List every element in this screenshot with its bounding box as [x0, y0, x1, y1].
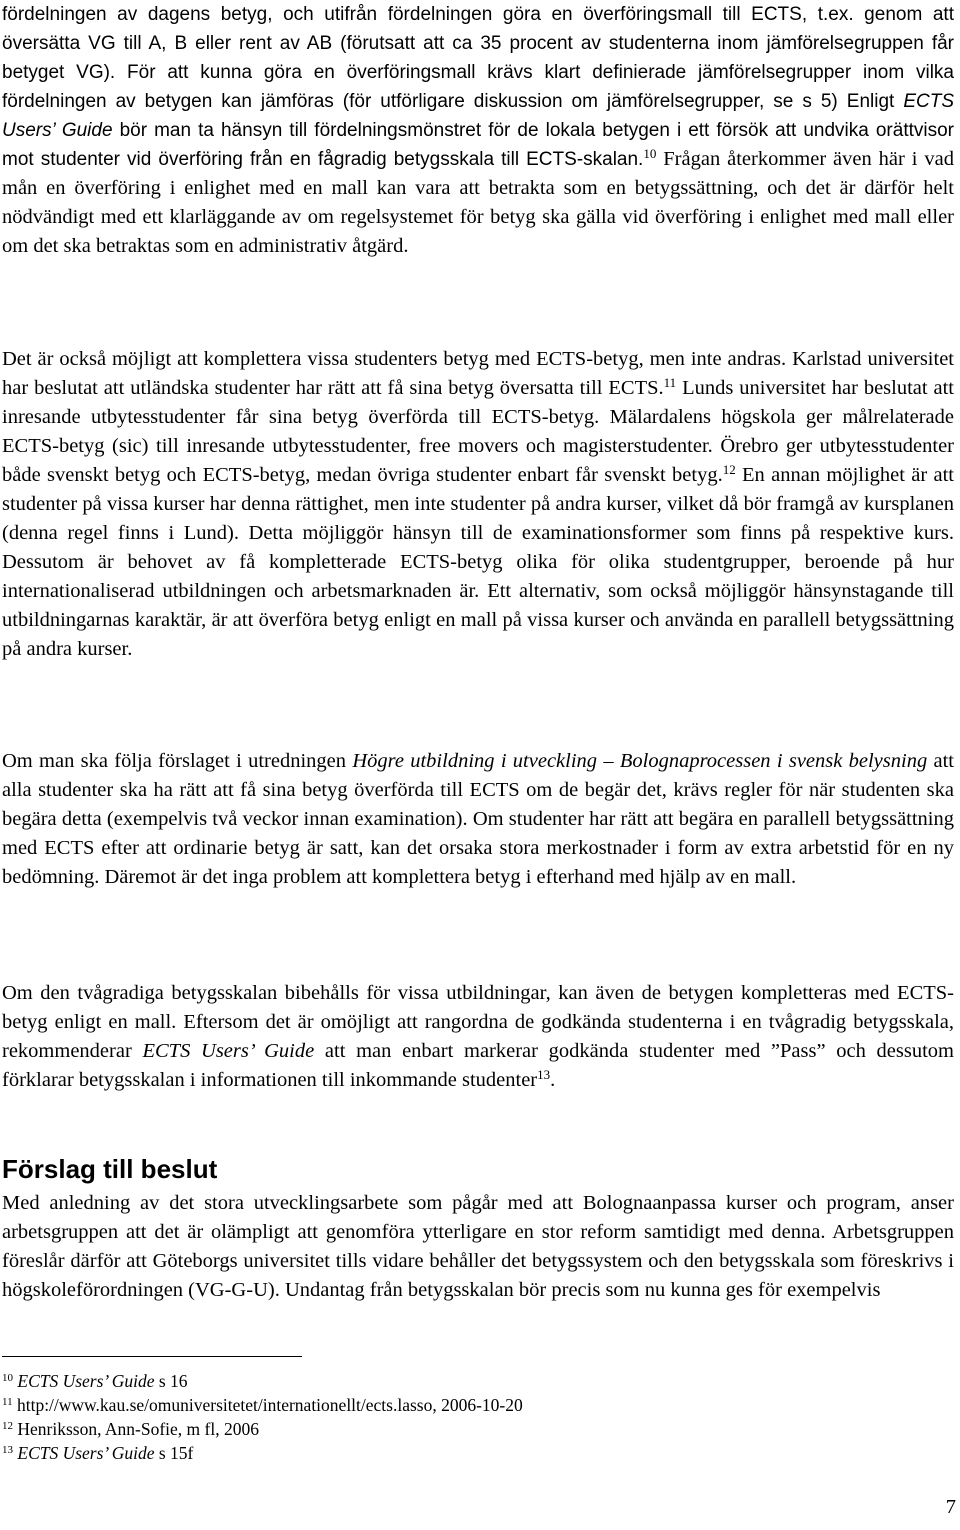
- paragraph-1-text-c: Frågan återkommer även här i vad mån en överföring i enlighet med en mall kan vara att betrakta som en betygssättning, och det är därför helt nödvändigt med ett klarläggande av om regelsystemet för betyg ska gälla vid överföring i enlighet med mall eller om det ska betraktas som en administrativ åtgärd.: [2, 148, 954, 257]
- paragraph-4-text-a: Om den tvågradiga betygsskalan bibehålls för vissa utbildningar, kan även de betygen kompletteras med ECTS-betyg enligt en mall. Eftersom det är omöjligt att rangordna de godkända studenterna i en tvågradig betygsskala, rekommenderar: [2, 982, 954, 1062]
- footnote-ref-13[interactable]: 13: [537, 1067, 551, 1082]
- paragraph-4: [2, 979, 954, 1095]
- footnote-12-number: 12: [2, 1420, 13, 1432]
- paragraph-3-text-b: att alla studenter ska ha rätt att få sina betyg överförda till ECTS om de begär det, krävs regler för när studenten ska begära detta (exempelvis två veckor innan examination). Om studenter har rätt att begära en parallell betygssättning med ECTS efter att ordinarie betyg är satt, kan det orsaka stora merkostnader i form av extra arbetstid för en ny bedömning. Däremot är det inga problem att komplettera betyg i efterhand med hjälp av en mall.: [2, 750, 954, 888]
- footnote-11-number: 11: [2, 1396, 13, 1408]
- paragraph-2-text-a: Det är också möjligt att komplettera vissa studenters betyg med ECTS-betyg, men inte andras. Karlstad universitet har beslutat att utländska studenter har rätt att få sina betyg översatta till ECTS.: [2, 348, 954, 399]
- paragraph-3-text-a: Om man ska följa förslaget i utredningen: [2, 750, 353, 772]
- footnote-ref-10[interactable]: 10: [643, 146, 657, 161]
- paragraph-4-text-c: .: [550, 1069, 556, 1091]
- footnote-separator: [2, 1356, 302, 1357]
- footnote-10-number: 10: [2, 1372, 13, 1384]
- paragraph-1: [2, 0, 954, 261]
- footnote-10-text: s 16: [154, 1371, 188, 1391]
- footnote-12-text: Henriksson, Ann-Sofie, m fl, 2006: [17, 1419, 259, 1439]
- paragraph-4-text-b: att man enbart markerar godkända studenter med ”Pass” och dessutom förklarar betygsskalan i informationen till inkommande studenter: [2, 1040, 954, 1091]
- footnote-12: [2, 1418, 259, 1440]
- footnote-13: [2, 1442, 193, 1464]
- section-heading: Förslag till beslut: [2, 1154, 218, 1184]
- paragraph-2-text-b: Lunds universitet har beslutat att inresande utbytesstudenter får sina betyg överförda till ECTS-betyg. Mälardalens högskola ger målrelaterade ECTS-betyg (sic) till inresande utbytesstudenter, free movers och magisterstudenter. Örebro ger utbytesstudenter både svenskt betyg och ECTS-betyg, medan övriga studenter enbart får svenskt betyg.: [2, 377, 954, 486]
- paragraph-3-citation: Högre utbildning i utveckling – Bolognaprocessen i svensk belysning: [352, 750, 928, 772]
- footnote-ref-11[interactable]: 11: [663, 375, 677, 390]
- paragraph-2-text-c: En annan möjlighet är att studenter på vissa kurser har denna rättighet, men inte studenter på andra kurser, vilket då bör framgå av kursplanen (denna regel finns i Lund). Detta möjliggör hänsyn till de examinationsformer som finns på respektive kurs. Dessutom är behovet av få kompletterade ECTS-betyg olika för olika studentgrupper, beroende på hur internationaliserad utbildningen och arbetsmarknaden är. Ett alternativ, som också möjliggör hänsynstagande till utbildningarnas karaktär, är att överföra betyg enligt en mall på vissa kurser och använda en parallell betygssättning på andra kurser.: [2, 464, 954, 660]
- paragraph-5: [2, 1189, 954, 1305]
- footnote-13-text: s 15f: [154, 1443, 194, 1463]
- paragraph-1-text-a: fördelningen av dagens betyg, och utifrån fördelningen göra en överföringsmall till ECTS, t.ex. genom att översätta VG till A, B eller rent av AB (förutsatt att ca 35 procent av studenterna inom jämförelsegruppen får betyget VG). För att kunna göra en överföringsmall krävs klart definierade jämförelsegrupper inom vilka fördelningen av betygen kan jämföras (för utförligare diskussion om jämförelsegrupper, se s 5) Enligt: [2, 4, 954, 112]
- footnote-11: [2, 1394, 523, 1416]
- footnote-10-citation: ECTS Users’ Guide: [17, 1371, 155, 1391]
- page-number: 7: [945, 1496, 956, 1518]
- footnote-13-number: 13: [2, 1444, 13, 1456]
- paragraph-3: [2, 747, 954, 892]
- paragraph-2: [2, 345, 954, 664]
- footnote-ref-12[interactable]: 12: [722, 462, 736, 477]
- paragraph-1-citation: ECTS Users’ Guide: [2, 91, 954, 141]
- footnote-13-citation: ECTS Users’ Guide: [17, 1443, 155, 1463]
- footnote-11-link[interactable]: http://www.kau.se/omuniversitetet/internationellt/ects.lasso, 2006-10-20: [16, 1395, 523, 1415]
- paragraph-5-text-a: Med anledning av det stora utvecklingsarbete som pågår med att Bolognaanpassa kurser och program, anser arbetsgruppen att det är olämpligt att genomföra ytterligare en stor reform samtidigt med denna. Arbetsgruppen föreslår därför att Göteborgs universitet tills vidare behåller det betygssystem och den betygsskala som föreskrivs i högskoleförordningen (VG-G-U). Undantag från betygsskalan bör precis som nu kunna ges för exempelvis: [2, 1192, 954, 1301]
- paragraph-1-text-b: bör man ta hänsyn till fördelningsmönstret för de lokala betygen i ett försök att undvika orättvisor mot studenter vid överföring från en fågradig betygsskala till ECTS-skalan.: [2, 120, 954, 170]
- footnote-10: [2, 1370, 188, 1392]
- paragraph-4-citation: ECTS Users’ Guide: [142, 1040, 315, 1062]
